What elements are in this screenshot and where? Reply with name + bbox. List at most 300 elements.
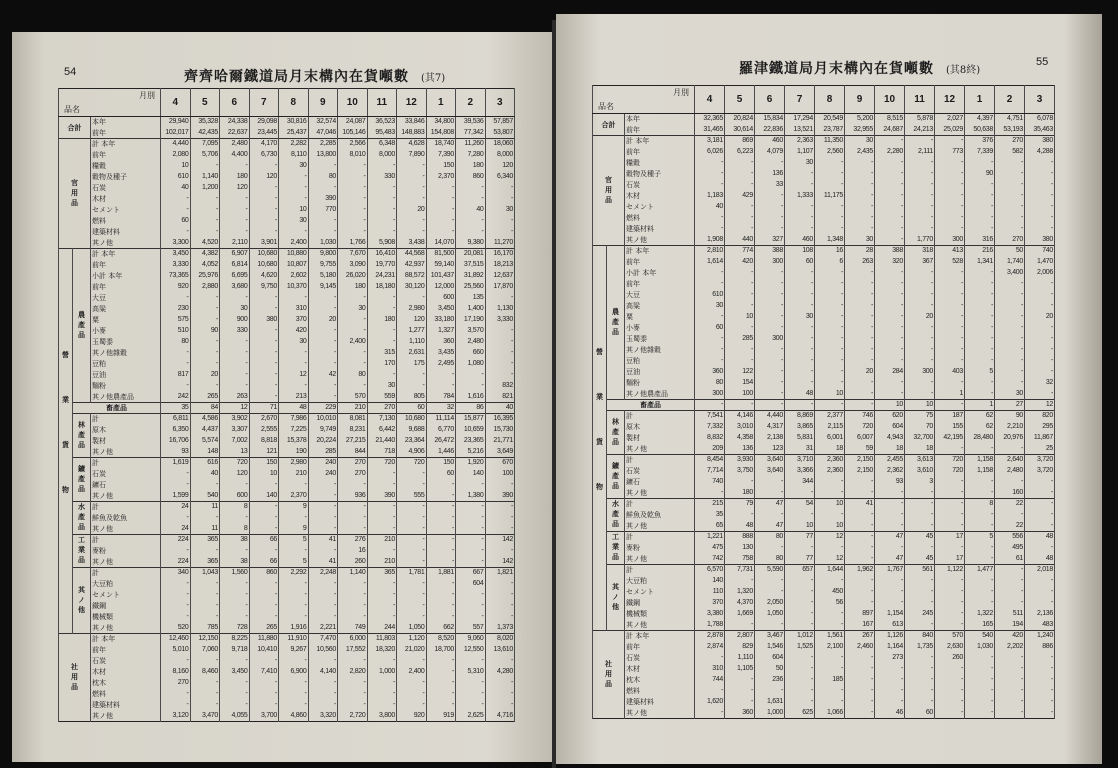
value-cell: - bbox=[935, 301, 965, 312]
value-cell: - bbox=[249, 348, 279, 359]
value-cell: 24,231 bbox=[367, 271, 397, 282]
value-cell: 3,649 bbox=[485, 447, 515, 458]
value-cell: 30 bbox=[338, 304, 368, 315]
value-cell: - bbox=[456, 678, 486, 689]
value-cell: - bbox=[456, 546, 486, 557]
value-cell: - bbox=[995, 191, 1025, 202]
value-cell: 47 bbox=[755, 499, 785, 510]
value-cell: - bbox=[785, 609, 815, 620]
item-label: 建築材料 bbox=[625, 697, 695, 708]
item-label: 其ノ他 bbox=[625, 444, 695, 455]
value-cell: - bbox=[485, 524, 515, 535]
value-cell: 60 bbox=[785, 257, 815, 268]
value-cell: - bbox=[308, 546, 338, 557]
value-cell: - bbox=[426, 700, 456, 711]
value-cell: 388 bbox=[755, 246, 785, 257]
value-cell: 1,920 bbox=[456, 458, 486, 469]
value-cell: 210 bbox=[367, 535, 397, 546]
value-cell: - bbox=[935, 543, 965, 554]
table-row bbox=[593, 136, 1055, 147]
value-cell: 170 bbox=[367, 359, 397, 370]
item-label: 計 bbox=[625, 532, 695, 543]
value-cell: 3,330 bbox=[485, 315, 515, 326]
value-cell: 18 bbox=[905, 444, 935, 455]
value-cell: 420 bbox=[279, 326, 309, 337]
table-row bbox=[59, 128, 515, 139]
value-cell: 528 bbox=[935, 257, 965, 268]
value-cell: - bbox=[905, 587, 935, 598]
value-cell: - bbox=[279, 678, 309, 689]
value-cell: 540 bbox=[190, 491, 220, 502]
value-cell: 6,900 bbox=[279, 667, 309, 678]
value-cell: 6,730 bbox=[249, 150, 279, 161]
value-cell: 122 bbox=[725, 367, 755, 378]
value-cell: 600 bbox=[426, 293, 456, 304]
value-cell: 229 bbox=[308, 403, 338, 414]
value-cell: 73,365 bbox=[161, 271, 191, 282]
item-label: 計 本年 bbox=[91, 139, 161, 150]
value-cell: 194 bbox=[995, 620, 1025, 631]
table-row bbox=[593, 664, 1055, 675]
table-row bbox=[59, 150, 515, 161]
value-cell: 59 bbox=[845, 444, 875, 455]
value-cell: - bbox=[845, 576, 875, 587]
value-cell: - bbox=[367, 678, 397, 689]
value-cell: - bbox=[456, 524, 486, 535]
value-cell: - bbox=[485, 370, 515, 381]
value-cell: - bbox=[995, 708, 1025, 719]
value-cell: 32 bbox=[1025, 378, 1055, 389]
value-cell: - bbox=[220, 359, 250, 370]
value-cell: - bbox=[249, 480, 279, 491]
value-cell: - bbox=[249, 513, 279, 524]
table-row bbox=[593, 147, 1055, 158]
value-cell: 12 bbox=[279, 370, 309, 381]
value-cell: - bbox=[397, 656, 427, 667]
value-cell: 276 bbox=[338, 535, 368, 546]
table-row bbox=[593, 576, 1055, 587]
value-cell: 746 bbox=[845, 411, 875, 422]
value-cell: - bbox=[875, 169, 905, 180]
value-cell: - bbox=[845, 477, 875, 488]
value-cell: - bbox=[308, 513, 338, 524]
value-cell: 100 bbox=[725, 389, 755, 400]
value-cell: - bbox=[845, 224, 875, 235]
value-cell: - bbox=[485, 293, 515, 304]
value-cell: - bbox=[845, 653, 875, 664]
value-cell: 403 bbox=[935, 367, 965, 378]
value-cell: - bbox=[695, 180, 725, 191]
table-row bbox=[593, 587, 1055, 598]
value-cell: - bbox=[725, 224, 755, 235]
value-cell: - bbox=[845, 301, 875, 312]
value-cell: - bbox=[995, 180, 1025, 191]
item-label: 計 bbox=[91, 568, 161, 579]
value-cell: - bbox=[965, 510, 995, 521]
value-cell: - bbox=[815, 477, 845, 488]
value-cell: - bbox=[279, 359, 309, 370]
value-cell: 4,620 bbox=[249, 271, 279, 282]
value-cell: - bbox=[875, 213, 905, 224]
value-cell: - bbox=[426, 601, 456, 612]
value-cell: - bbox=[755, 356, 785, 367]
value-cell: 330 bbox=[220, 326, 250, 337]
value-cell: - bbox=[279, 227, 309, 238]
value-cell: - bbox=[875, 576, 905, 587]
value-cell: - bbox=[426, 524, 456, 535]
item-label: 粟 bbox=[625, 312, 695, 323]
value-cell: 330 bbox=[367, 172, 397, 183]
value-cell: 365 bbox=[190, 557, 220, 568]
value-cell: - bbox=[338, 293, 368, 304]
value-cell: - bbox=[308, 480, 338, 491]
value-cell: - bbox=[695, 224, 725, 235]
value-cell: - bbox=[1025, 708, 1055, 719]
value-cell: 2,362 bbox=[875, 466, 905, 477]
value-cell: 209 bbox=[695, 444, 725, 455]
value-cell: 48 bbox=[785, 389, 815, 400]
value-cell: 5,574 bbox=[190, 436, 220, 447]
value-cell: 817 bbox=[161, 370, 191, 381]
value-cell: - bbox=[875, 378, 905, 389]
value-cell: - bbox=[845, 697, 875, 708]
value-cell: 7,714 bbox=[695, 466, 725, 477]
value-cell: 5 bbox=[965, 532, 995, 543]
value-cell: 8 bbox=[220, 524, 250, 535]
table-row bbox=[593, 631, 1055, 642]
value-cell: 120 bbox=[220, 183, 250, 194]
value-cell: 4,358 bbox=[725, 433, 755, 444]
value-cell: - bbox=[367, 590, 397, 601]
value-cell: - bbox=[695, 268, 725, 279]
value-cell: 10,807 bbox=[279, 260, 309, 271]
value-cell: 80 bbox=[695, 378, 725, 389]
value-cell: - bbox=[725, 290, 755, 301]
value-cell: 749 bbox=[338, 623, 368, 634]
value-cell: 29,098 bbox=[249, 117, 279, 128]
table-row bbox=[593, 675, 1055, 686]
value-cell: 29,940 bbox=[161, 117, 191, 128]
value-cell: - bbox=[1025, 543, 1055, 554]
value-cell: 30 bbox=[485, 205, 515, 216]
table-row bbox=[59, 359, 515, 370]
table-row bbox=[593, 455, 1055, 466]
value-cell: - bbox=[695, 653, 725, 664]
value-cell: - bbox=[308, 579, 338, 590]
value-cell: - bbox=[875, 279, 905, 290]
table-row bbox=[593, 499, 1055, 510]
value-cell: - bbox=[367, 370, 397, 381]
value-cell: - bbox=[338, 678, 368, 689]
value-cell: - bbox=[397, 370, 427, 381]
value-cell: - bbox=[397, 183, 427, 194]
value-cell: - bbox=[935, 290, 965, 301]
value-cell: 7,410 bbox=[249, 667, 279, 678]
value-cell: - bbox=[1025, 697, 1055, 708]
value-cell: 5,310 bbox=[456, 667, 486, 678]
value-cell: 8,225 bbox=[220, 634, 250, 645]
value-cell: 154,808 bbox=[426, 128, 456, 139]
value-cell: 4,860 bbox=[279, 711, 309, 722]
value-cell: - bbox=[161, 293, 191, 304]
value-cell: 54 bbox=[785, 499, 815, 510]
value-cell: 3,307 bbox=[220, 425, 250, 436]
value-cell: 360 bbox=[695, 367, 725, 378]
value-cell: - bbox=[456, 656, 486, 667]
value-cell: - bbox=[815, 323, 845, 334]
table-row bbox=[593, 389, 1055, 400]
value-cell: - bbox=[935, 213, 965, 224]
value-cell: 744 bbox=[695, 675, 725, 686]
value-cell: 22,836 bbox=[755, 125, 785, 136]
value-cell: - bbox=[845, 312, 875, 323]
value-cell: - bbox=[875, 598, 905, 609]
value-cell: - bbox=[905, 653, 935, 664]
value-cell: - bbox=[190, 161, 220, 172]
value-cell: 21,771 bbox=[485, 436, 515, 447]
value-cell: - bbox=[220, 370, 250, 381]
value-cell: 2,455 bbox=[875, 455, 905, 466]
month-header: 7 bbox=[785, 86, 815, 114]
value-cell: - bbox=[935, 312, 965, 323]
value-cell: 559 bbox=[367, 392, 397, 403]
value-cell: 17,870 bbox=[485, 282, 515, 293]
month-header: 10 bbox=[875, 86, 905, 114]
value-cell: 10,680 bbox=[397, 414, 427, 425]
value-cell: 110 bbox=[695, 587, 725, 598]
table-row bbox=[593, 620, 1055, 631]
table-row bbox=[59, 700, 515, 711]
value-cell: 3,450 bbox=[220, 667, 250, 678]
value-cell: - bbox=[995, 334, 1025, 345]
value-cell: 5,908 bbox=[367, 238, 397, 249]
value-cell: 604 bbox=[875, 422, 905, 433]
value-cell: 718 bbox=[367, 447, 397, 458]
value-cell: - bbox=[485, 480, 515, 491]
value-cell: - bbox=[965, 653, 995, 664]
value-cell: 2,880 bbox=[190, 282, 220, 293]
value-cell: 10,370 bbox=[279, 282, 309, 293]
value-cell: 610 bbox=[695, 290, 725, 301]
item-label: 其ノ他 bbox=[91, 623, 161, 634]
value-cell: 300 bbox=[935, 235, 965, 246]
item-label: 木材 bbox=[91, 667, 161, 678]
table-row bbox=[59, 667, 515, 678]
value-cell: 13,800 bbox=[308, 150, 338, 161]
value-cell: - bbox=[755, 345, 785, 356]
value-cell: - bbox=[845, 686, 875, 697]
value-cell: - bbox=[1025, 598, 1055, 609]
value-cell: - bbox=[755, 576, 785, 587]
value-cell: - bbox=[965, 697, 995, 708]
value-cell: 33 bbox=[755, 180, 785, 191]
value-cell: - bbox=[785, 576, 815, 587]
value-cell: 4,440 bbox=[161, 139, 191, 150]
value-cell: 3,680 bbox=[220, 282, 250, 293]
group-label: 營業貨物 bbox=[593, 246, 607, 631]
value-cell: 1,740 bbox=[995, 257, 1025, 268]
value-cell: 2,050 bbox=[755, 598, 785, 609]
value-cell: - bbox=[190, 315, 220, 326]
value-cell: - bbox=[279, 194, 309, 205]
value-cell: 1,735 bbox=[905, 642, 935, 653]
value-cell: - bbox=[249, 392, 279, 403]
value-cell: - bbox=[845, 158, 875, 169]
value-cell: - bbox=[935, 510, 965, 521]
value-cell: - bbox=[220, 161, 250, 172]
value-cell: 11,260 bbox=[456, 139, 486, 150]
value-cell: - bbox=[426, 381, 456, 392]
value-cell: 8,081 bbox=[338, 414, 368, 425]
value-cell: 23,364 bbox=[397, 436, 427, 447]
value-cell: 11,910 bbox=[279, 634, 309, 645]
value-cell: 60 bbox=[905, 708, 935, 719]
value-cell: - bbox=[190, 227, 220, 238]
value-cell: - bbox=[995, 675, 1025, 686]
table-row bbox=[59, 161, 515, 172]
value-cell: - bbox=[965, 224, 995, 235]
value-cell: - bbox=[935, 664, 965, 675]
value-cell: 370 bbox=[279, 315, 309, 326]
value-cell: 360 bbox=[725, 708, 755, 719]
value-cell: 821 bbox=[485, 392, 515, 403]
value-cell: - bbox=[485, 612, 515, 623]
item-label: 建築材料 bbox=[91, 700, 161, 711]
value-cell: 18,320 bbox=[367, 645, 397, 656]
value-cell: - bbox=[426, 656, 456, 667]
value-cell: 9,718 bbox=[220, 645, 250, 656]
value-cell: 1,130 bbox=[485, 304, 515, 315]
value-cell: - bbox=[965, 389, 995, 400]
value-cell: - bbox=[485, 579, 515, 590]
value-cell: 2,292 bbox=[279, 568, 309, 579]
value-cell: - bbox=[279, 183, 309, 194]
value-cell: - bbox=[815, 367, 845, 378]
value-cell: 13,610 bbox=[485, 645, 515, 656]
table-row bbox=[59, 249, 515, 260]
value-cell: - bbox=[1025, 389, 1055, 400]
value-cell: 30 bbox=[785, 312, 815, 323]
page-title bbox=[184, 66, 445, 86]
value-cell: - bbox=[1025, 356, 1055, 367]
value-cell: 12 bbox=[220, 403, 250, 414]
value-cell: 7,095 bbox=[190, 139, 220, 150]
value-cell: 2,150 bbox=[845, 466, 875, 477]
value-cell: - bbox=[367, 337, 397, 348]
value-cell: - bbox=[905, 224, 935, 235]
item-label: 其ノ他 bbox=[91, 557, 161, 568]
value-cell: - bbox=[456, 557, 486, 568]
value-cell: - bbox=[725, 576, 755, 587]
value-cell: - bbox=[875, 202, 905, 213]
value-cell: - bbox=[875, 543, 905, 554]
value-cell: 295 bbox=[1025, 422, 1055, 433]
value-cell: - bbox=[161, 601, 191, 612]
value-cell: - bbox=[338, 216, 368, 227]
item-label: 其ノ他 bbox=[625, 708, 695, 719]
value-cell: 2,138 bbox=[755, 433, 785, 444]
value-cell: - bbox=[785, 268, 815, 279]
value-cell: 30 bbox=[995, 389, 1025, 400]
value-cell: 36,523 bbox=[367, 117, 397, 128]
table-row bbox=[593, 334, 1055, 345]
value-cell: - bbox=[456, 227, 486, 238]
value-cell: 121 bbox=[249, 447, 279, 458]
value-cell: 150 bbox=[426, 458, 456, 469]
value-cell: 24,087 bbox=[338, 117, 368, 128]
value-cell: 136 bbox=[755, 169, 785, 180]
value-cell: - bbox=[456, 612, 486, 623]
category-label: 工業品 bbox=[607, 532, 625, 565]
value-cell: - bbox=[279, 601, 309, 612]
value-cell: - bbox=[995, 367, 1025, 378]
value-cell: - bbox=[905, 334, 935, 345]
table-row bbox=[59, 557, 515, 568]
value-cell: - bbox=[338, 315, 368, 326]
value-cell: - bbox=[249, 304, 279, 315]
value-cell: 9 bbox=[279, 524, 309, 535]
item-label: 糧穀 bbox=[91, 161, 161, 172]
value-cell: 758 bbox=[725, 554, 755, 565]
value-cell: 12 bbox=[815, 532, 845, 543]
value-cell: - bbox=[905, 686, 935, 697]
value-cell: - bbox=[755, 510, 785, 521]
value-cell: 1,000 bbox=[367, 667, 397, 678]
item-label: 木材 bbox=[625, 664, 695, 675]
value-cell: 3,470 bbox=[190, 711, 220, 722]
value-cell: 120 bbox=[249, 172, 279, 183]
value-cell: - bbox=[397, 172, 427, 183]
value-cell: - bbox=[815, 576, 845, 587]
value-cell: 48 bbox=[279, 403, 309, 414]
value-cell: 720 bbox=[845, 422, 875, 433]
value-cell: 84 bbox=[190, 403, 220, 414]
value-cell: 3,181 bbox=[695, 136, 725, 147]
value-cell: 9,145 bbox=[308, 282, 338, 293]
category-label: 官用品 bbox=[59, 139, 91, 249]
value-cell: 662 bbox=[426, 623, 456, 634]
value-cell: - bbox=[456, 689, 486, 700]
value-cell: - bbox=[875, 587, 905, 598]
value-cell: - bbox=[279, 480, 309, 491]
value-cell: - bbox=[308, 700, 338, 711]
value-cell: 17,294 bbox=[785, 114, 815, 125]
table-row bbox=[59, 656, 515, 667]
header-row bbox=[59, 89, 515, 117]
item-label: 穀物及種子 bbox=[91, 172, 161, 183]
value-cell: - bbox=[308, 678, 338, 689]
value-cell: 660 bbox=[456, 348, 486, 359]
value-cell: 370 bbox=[695, 598, 725, 609]
value-cell: 79 bbox=[725, 499, 755, 510]
value-cell: 11,270 bbox=[485, 238, 515, 249]
value-cell: - bbox=[845, 356, 875, 367]
value-cell: - bbox=[965, 576, 995, 587]
value-cell: 42,435 bbox=[190, 128, 220, 139]
value-cell: 4,146 bbox=[725, 411, 755, 422]
value-cell: - bbox=[695, 488, 725, 499]
item-label: 豆油 bbox=[91, 370, 161, 381]
value-cell: 4,170 bbox=[249, 139, 279, 150]
value-cell: 25,560 bbox=[456, 282, 486, 293]
value-cell: - bbox=[220, 348, 250, 359]
value-cell: - bbox=[456, 216, 486, 227]
value-cell: - bbox=[935, 356, 965, 367]
item-label: 大豆粕 bbox=[625, 576, 695, 587]
value-cell: - bbox=[1025, 510, 1055, 521]
table-row bbox=[59, 623, 515, 634]
value-cell: 2,435 bbox=[845, 147, 875, 158]
